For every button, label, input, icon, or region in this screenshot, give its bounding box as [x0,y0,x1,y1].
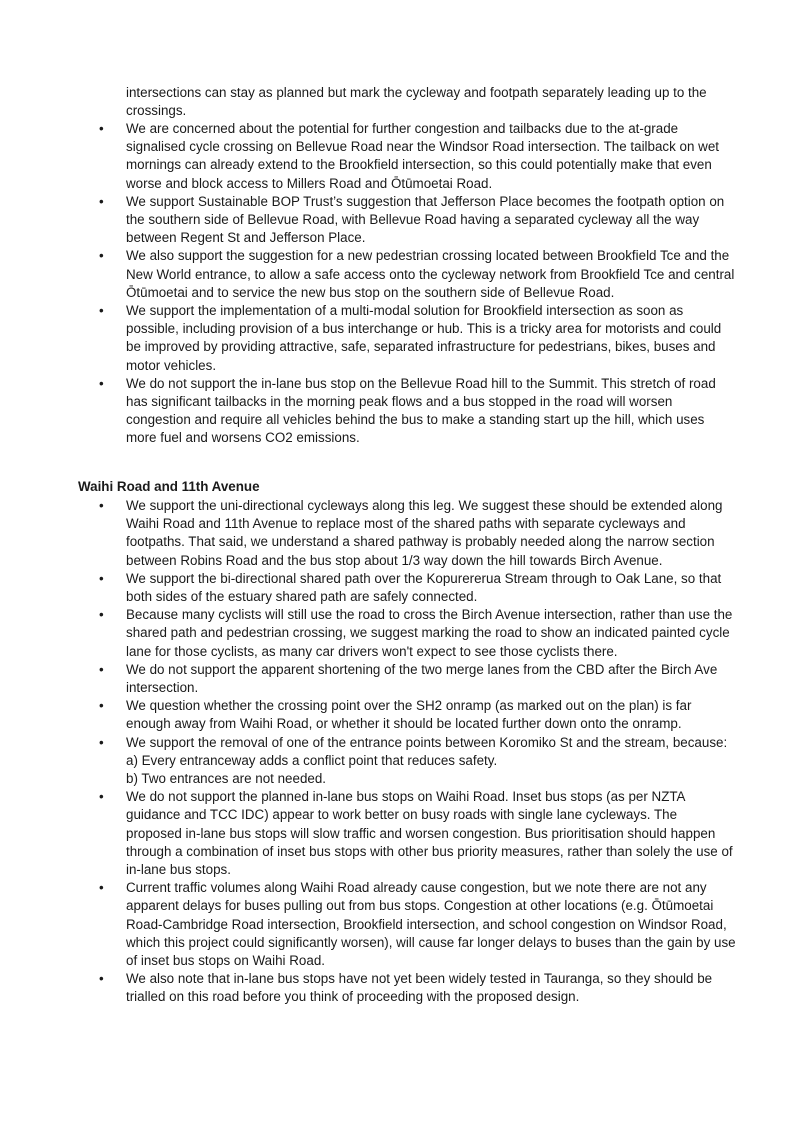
bullet-marker: • [99,880,104,896]
bullet-text: We also support the suggestion for a new pedestrian crossing located between Brookfield Tce and the New World entrance, to allow a safe access onto the cycleway network from Brookfield Tce and central Ōtūmoetai and to service the new bus stop on the southern side of Bellevue Road. [126,248,735,300]
list-item [0,302,736,375]
bullet-text: Because many cyclists will still use the road to cross the Birch Avenue intersection, rather than use the shared path and pedestrian crossing, we suggest marking the road to show an indicated painted cycle lane for those cyclists, as many car drivers won't expect to see those cyclists there. [126,607,733,659]
bullet-text: We also note that in-lane bus stops have not yet been widely tested in Tauranga, so they should be trialled on this road before you think of proceeding with the proposed design. [126,971,713,1005]
bullet-marker: • [99,121,104,136]
bullet-text: We support the implementation of a multi-modal solution for Brookfield intersection as soon as possible, including provision of a bus interchange or hub. This is a tricky area for motorists and could be improved by providing attractive, safe, separated infrastructure for pedestrians, bikes, buses and motor vehicles. [126,303,722,373]
section-heading: Waihi Road and 11th Avenue [78,479,260,494]
bullet-marker: • [99,734,104,750]
list-item [0,879,736,970]
bullet-marker: • [99,661,104,677]
bullet-text: We do not support the in-lane bus stop on the Bellevue Road hill to the Summit. This stretch of road has significant tailbacks in the morning peak flows and a bus stopped in the road will worsen congestion and require all vehicles behind the bus to make a standing start up the hill, which uses more fuel and worsens CO2 emissions. [126,375,716,446]
bullet-text: We question whether the crossing point over the SH2 onramp (as marked out on the plan) is far enough away from Waihi Road, or whether it should be located further down onto the onramp. [126,698,692,732]
list-item [0,788,736,879]
bullet-marker: • [99,570,104,586]
bullet-marker: • [99,248,104,264]
bullet-text: We do not support the apparent shortening of the two merge lanes from the CBD after the Birch Ave intersection. [126,661,718,696]
waihi-road-bullet-list [0,497,806,1007]
list-item [0,661,736,697]
sub-point-b: b) Two entrances are not needed. [126,771,327,787]
sub-point-a: a) Every entranceway adds a conflict point that reduces safety. [126,752,498,768]
bullet-text: We support Sustainable BOP Trust’s suggestion that Jefferson Place becomes the footpath option on the southern side of Bellevue Road, with Bellevue Road having a separated cycleway all the way between Regent St and Jefferson Place. [126,193,725,246]
bullet-text: We are concerned about the potential for further congestion and tailbacks due to the at-grade signalised cycle crossing on Bellevue Road near the Windsor Road intersection. The tailback on wet mornings can already extend to the Brookfield intersection, so this could potentially make that even worse and block access to Millers Road and Ōtūmoetai Road. [126,121,719,191]
bullet-marker: • [99,375,104,391]
list-item [0,497,736,570]
bellevue-road-bullet-list [0,120,806,448]
bullet-marker: • [99,303,104,319]
bullet-marker: • [99,698,104,714]
continuation-text: intersections can stay as planned but mark the cycleway and footpath separately leading up to the crossings. [126,85,707,119]
bullet-marker: • [99,193,104,209]
list-item [0,606,736,661]
bullet-marker: • [99,789,104,805]
list-item [0,193,736,248]
list-item [0,120,736,193]
bullet-text: We support the uni-directional cycleways along this leg. We suggest these should be extended along Waihi Road and 11th Avenue to replace most of the shared paths with separate cycleways and footpaths. That said, we understand a shared pathway is probably needed along the narrow section between Robins Road and the bus stop about 1/3 way down the hill towards Birch Avenue. [126,498,723,568]
bullet-text: We support the bi-directional shared path over the Kopurererua Stream through to Oak Lane, so that both sides of the estuary shared path are safely connected. [126,570,722,605]
list-item [0,697,736,733]
list-item [0,570,736,606]
list-item [0,375,736,448]
list-item [0,970,736,1006]
list-item [0,247,736,302]
bullet-marker: • [99,971,104,987]
bullet-text: Current traffic volumes along Waihi Road already cause congestion, but we note there are not any apparent delays for buses pulling out from bus stops. Congestion at other locations (e.g. Ōtūmoetai Road-Cambridge Road intersection, Brookfield intersection, and school congestion on Windsor Road, which this project could significantly worsen), will cause far longer delays to buses than the gain by use of inset bus stops on Waihi Road. [126,880,736,969]
bullet-marker: • [99,498,104,513]
list-item [0,734,736,789]
bullet-marker: • [99,607,104,623]
bullet-text: We support the removal of one of the entrance points between Koromiko St and the stream, because: [126,734,728,750]
bullet-text: We do not support the planned in-lane bus stops on Waihi Road. Inset bus stops (as per NZTA guidance and TCC IDC) appear to work better on busy roads with single lane cycleways. The proposed in-lane bus stops will slow traffic and worsen congestion. Bus prioritisation should happen through a combination of inset bus stops with other bus priority measures, rather than solely the use of in-lane bus stops. [126,789,733,878]
